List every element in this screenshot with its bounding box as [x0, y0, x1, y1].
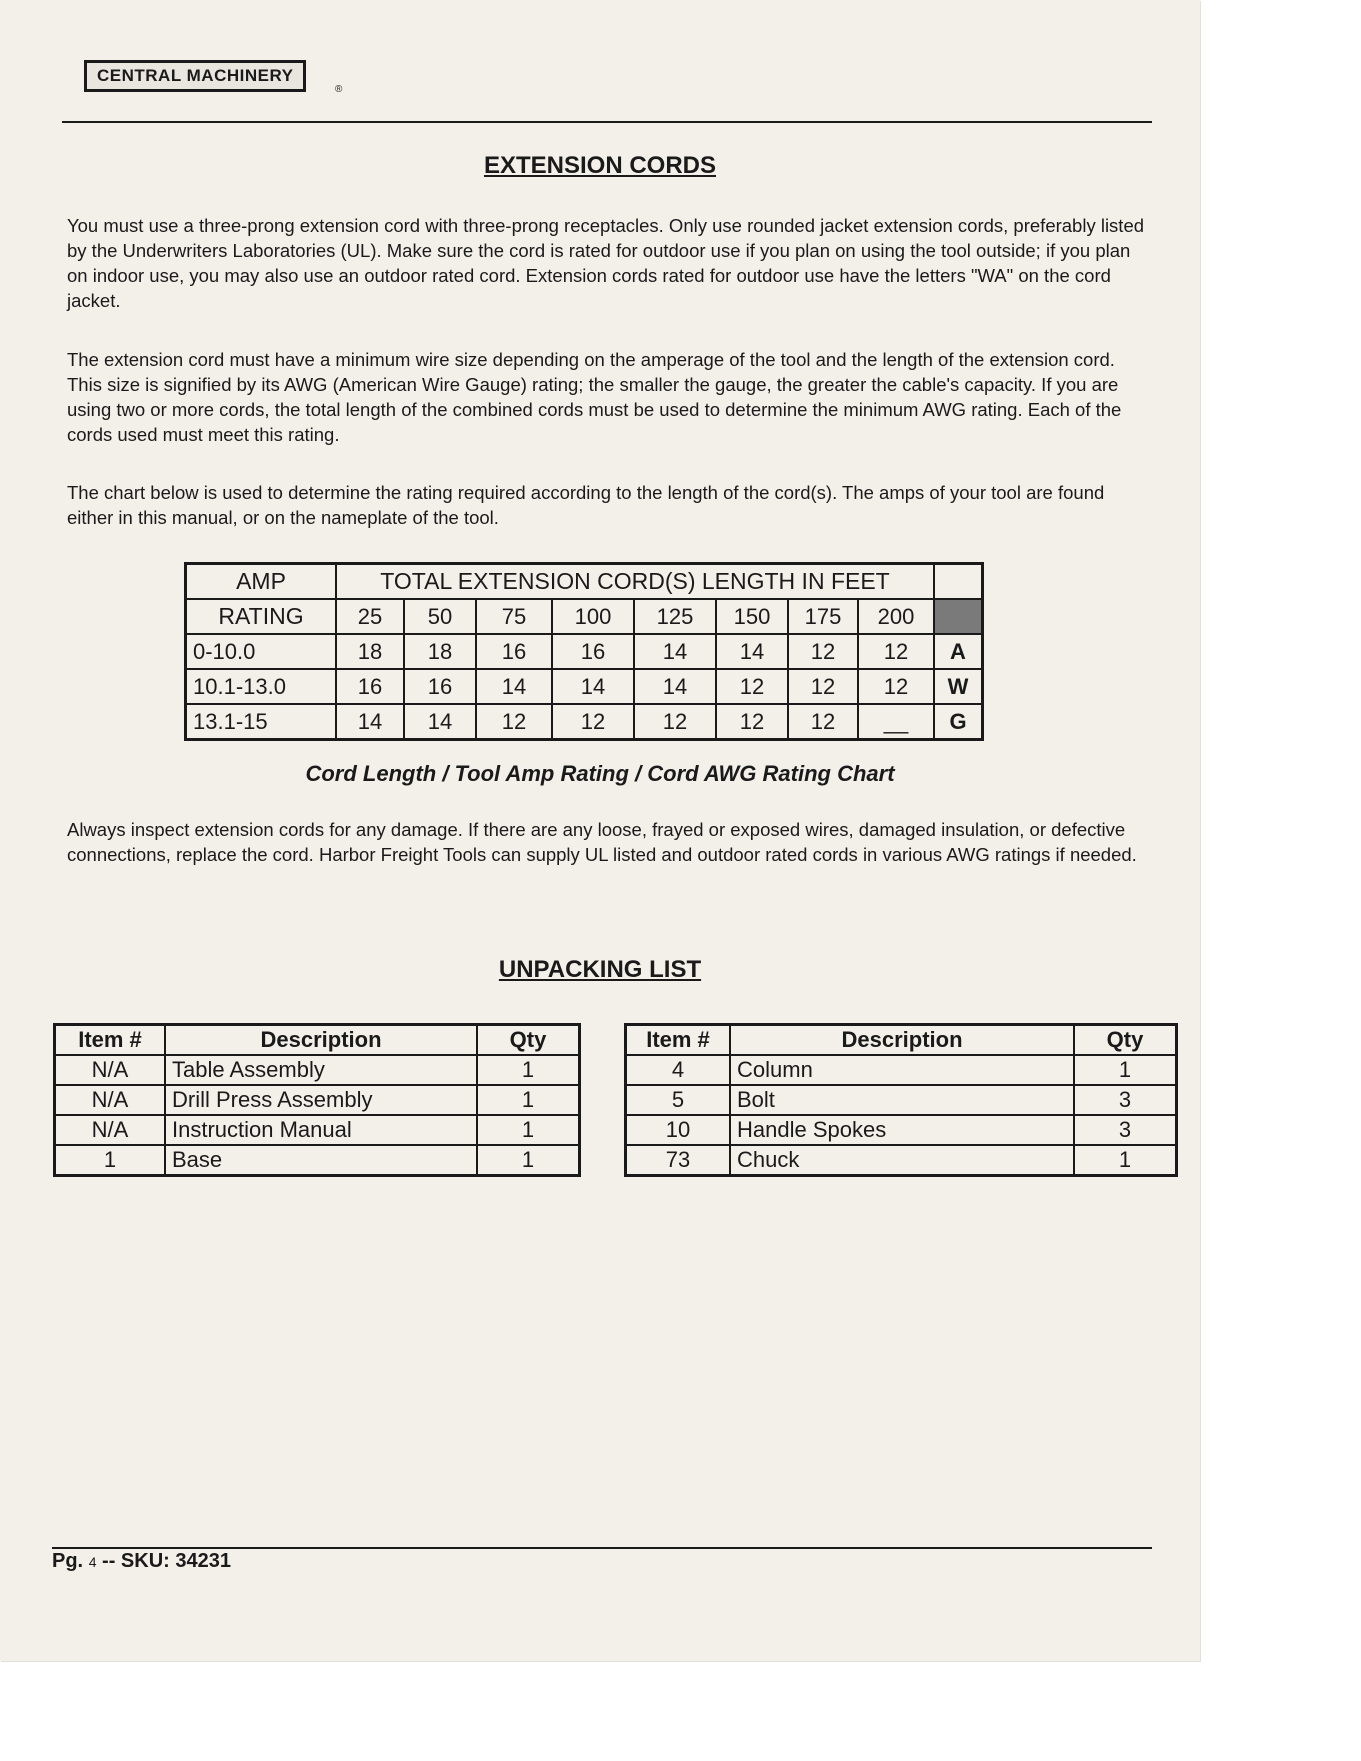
table-row — [55, 1055, 580, 1085]
gauge-cell: 18 — [336, 634, 404, 669]
gauge-cell: 14 — [476, 669, 552, 704]
length-header: TOTAL EXTENSION CORD(S) LENGTH IN FEET — [336, 564, 934, 600]
table-row — [626, 1145, 1177, 1176]
central-machinery-logo — [84, 60, 306, 92]
gauge-cell: 12 — [552, 704, 634, 740]
gauge-cell: 12 — [858, 669, 934, 704]
item-description: Handle Spokes — [730, 1115, 1074, 1145]
item-header: Item # — [626, 1025, 731, 1056]
awg-header-blank — [934, 564, 983, 600]
gauge-cell: 12 — [788, 704, 858, 740]
item-number: N/A — [55, 1115, 166, 1145]
item-description: Table Assembly — [165, 1055, 477, 1085]
unpacking-table-left — [53, 1023, 581, 1177]
item-number: 73 — [626, 1145, 731, 1176]
table-lengths-row — [186, 599, 983, 634]
item-qty: 1 — [477, 1115, 580, 1145]
item-number: 4 — [626, 1055, 731, 1085]
table-row — [55, 1115, 580, 1145]
cord-rating-table — [184, 562, 984, 741]
gauge-cell: 14 — [716, 634, 788, 669]
item-qty: 3 — [1074, 1115, 1177, 1145]
gauge-cell: 12 — [476, 704, 552, 740]
extension-paragraph-3: The chart below is used to determine the rating required according to the length of the cord(s). The amps of your tool are found either in this manual, or on the nameplate of the tool. — [67, 482, 1105, 528]
awg-shaded-cell — [934, 599, 983, 634]
item-number: 5 — [626, 1085, 731, 1115]
table-row — [626, 1115, 1177, 1145]
amp-range: 13.1-15 — [186, 704, 337, 740]
item-qty: 3 — [1074, 1085, 1177, 1115]
gauge-cell: 16 — [552, 634, 634, 669]
cord-chart-caption: Cord Length / Tool Amp Rating / Cord AWG Rating Chart — [305, 761, 895, 786]
length-cell: 100 — [552, 599, 634, 634]
extension-paragraph-1: You must use a three-prong extension cord with three-prong receptacles. Only use rounded jacket extension cords, preferably listed by the Underwriters Laboratories (UL). Make sure the cord is rated for outdoor use if you plan on using the tool outside; if you plan on indoor use, you may also use an outdoor rated cord. Extension cords rated for outdoor use have the letters "WA" on the cord jacket. — [67, 215, 1145, 311]
item-qty: 1 — [477, 1055, 580, 1085]
table-row — [186, 669, 983, 704]
rating-header: RATING — [186, 599, 337, 634]
item-qty: 1 — [1074, 1055, 1177, 1085]
awg-letter: W — [934, 669, 983, 704]
unpacking-table-right — [624, 1023, 1178, 1177]
length-cell: 200 — [858, 599, 934, 634]
awg-letter: A — [934, 634, 983, 669]
item-number: 1 — [55, 1145, 166, 1176]
length-cell: 75 — [476, 599, 552, 634]
item-description: Instruction Manual — [165, 1115, 477, 1145]
item-number: N/A — [55, 1055, 166, 1085]
item-description: Chuck — [730, 1145, 1074, 1176]
item-header: Item # — [55, 1025, 166, 1056]
length-cell: 125 — [634, 599, 716, 634]
table-row — [626, 1085, 1177, 1115]
registered-mark: ® — [335, 84, 343, 95]
extension-paragraph-2: The extension cord must have a minimum wire size depending on the amperage of the tool and the length of the extension cord. This size is signified by its AWG (American Wire Gauge) rating; the smaller the gauge, the greater the cable's capacity. If you are using two or more cords, the total length of the combined cords must be used to determine the minimum AWG rating. Each of the cords used must meet this rating. — [67, 349, 1122, 445]
item-qty: 1 — [477, 1085, 580, 1115]
gauge-cell: 12 — [788, 669, 858, 704]
item-qty: 1 — [477, 1145, 580, 1176]
extension-cords-title: EXTENSION CORDS — [483, 152, 717, 179]
item-description: Column — [730, 1055, 1074, 1085]
qty-header: Qty — [477, 1025, 580, 1056]
inspect-paragraph: Always inspect extension cords for any damage. If there are any loose, frayed or exposed wires, damaged insulation, or defective connections, replace the cord. Harbor Freight Tools can supply UL listed and outdoor rated cords in various AWG ratings if needed. — [67, 819, 1137, 865]
item-number: N/A — [55, 1085, 166, 1115]
gauge-cell: 16 — [336, 669, 404, 704]
footer-rule — [52, 1547, 1152, 1549]
gauge-cell: 14 — [336, 704, 404, 740]
amp-range: 10.1-13.0 — [186, 669, 337, 704]
table-header-row — [626, 1025, 1177, 1056]
gauge-cell: 12 — [716, 704, 788, 740]
item-description: Bolt — [730, 1085, 1074, 1115]
gauge-cell: 12 — [716, 669, 788, 704]
item-description: Base — [165, 1145, 477, 1176]
table-header-row — [186, 564, 983, 600]
gauge-cell: 14 — [552, 669, 634, 704]
length-cell: 50 — [404, 599, 476, 634]
awg-letter: G — [934, 704, 983, 740]
table-row — [55, 1085, 580, 1115]
gauge-cell: __ — [858, 704, 934, 740]
length-cell: 150 — [716, 599, 788, 634]
page-label: Pg. — [52, 1550, 84, 1572]
header-rule — [62, 121, 1152, 123]
description-header: Description — [165, 1025, 477, 1056]
table-row — [626, 1055, 1177, 1085]
amp-header: AMP — [186, 564, 337, 600]
sku-label: -- SKU: 34231 — [102, 1550, 231, 1572]
qty-header: Qty — [1074, 1025, 1177, 1056]
page-number: 4 — [88, 1554, 97, 1570]
gauge-cell: 16 — [476, 634, 552, 669]
item-number: 10 — [626, 1115, 731, 1145]
table-row — [186, 634, 983, 669]
table-header-row — [55, 1025, 580, 1056]
table-row — [55, 1145, 580, 1176]
item-description: Drill Press Assembly — [165, 1085, 477, 1115]
gauge-cell: 16 — [404, 669, 476, 704]
description-header: Description — [730, 1025, 1074, 1056]
length-cell: 175 — [788, 599, 858, 634]
gauge-cell: 12 — [788, 634, 858, 669]
item-qty: 1 — [1074, 1145, 1177, 1176]
gauge-cell: 12 — [634, 704, 716, 740]
gauge-cell: 12 — [858, 634, 934, 669]
length-cell: 25 — [336, 599, 404, 634]
amp-range: 0-10.0 — [186, 634, 337, 669]
gauge-cell: 14 — [634, 669, 716, 704]
gauge-cell: 18 — [404, 634, 476, 669]
table-row — [186, 704, 983, 740]
logo-text: CENTRAL MACHINERY — [97, 66, 294, 85]
page-footer — [52, 1550, 231, 1573]
gauge-cell: 14 — [634, 634, 716, 669]
unpacking-list-title: UNPACKING LIST — [498, 956, 702, 983]
gauge-cell: 14 — [404, 704, 476, 740]
